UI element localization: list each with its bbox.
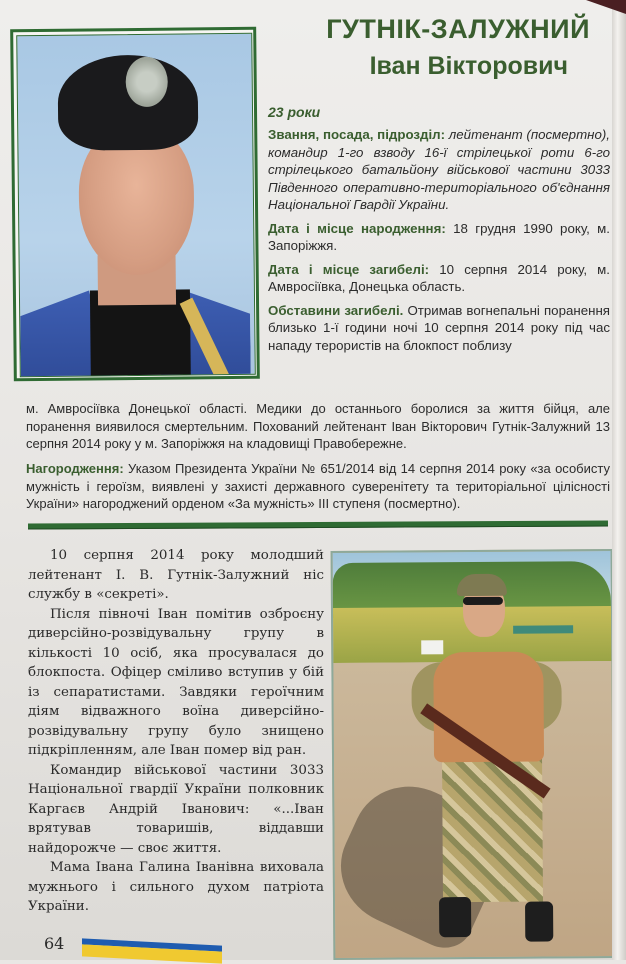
fact-rank: [268, 126, 610, 214]
person-surname: ГУТНІК-ЗАЛУЖНИЙ: [326, 14, 590, 44]
book-cover-corner: [586, 0, 626, 14]
fact-rank-label: Звання, посада, підрозділ:: [268, 127, 446, 142]
fact-rank-value: лейтенант (посмертно), командир 1-го взводу 16-ї стрілецької роти 6-го стрілецького батальйону військової частини 3033 Південного оперативно-територіального об'єднання Національної Гвардії України.: [268, 127, 610, 212]
fact-circumstances-value: Отримав вогнепальні поранення близько 1-ї години ночі 10 серпня 2014 року під час нападу терористів на блокпост поблизу: [268, 302, 610, 353]
story-paragraph: 10 серпня 2014 року молодший лейтенант І. В. Гутнік-Залужний ніс службу в «секреті».: [28, 548, 324, 602]
fact-birth-value: 18 грудня 1990 року, м. Запоріжжя.: [268, 220, 610, 253]
fact-awards-label: Нагородження:: [26, 461, 124, 476]
person-given-names: Іван Вікторович: [369, 52, 568, 80]
fact-circumstances: [268, 302, 610, 355]
section-divider: [28, 520, 608, 529]
fact-death: [268, 261, 610, 296]
fact-circumstances-label: Обставини загибелі.: [268, 302, 404, 318]
photo-soldier-cap: [457, 574, 507, 596]
beret-badge-icon: [125, 57, 168, 107]
soldier-action-photo: [331, 549, 616, 960]
story-paragraph: Командир військової частини 3033 Національної гвардії України полковник Каргаєв Андрій Іванович: «...Іван врятував товаришів, віддавши найдорожче — своє життя.: [28, 762, 324, 856]
fact-death-label: Дата і місце загибелі:: [268, 261, 430, 277]
page-edge: [612, 0, 626, 960]
fact-circumstances-continuation: м. Амвросіївка Донецької області. Медики до останнього боролися за життя бійця, але поранення виявилося смертельним. Похований лейтенант Іван Вікторович Гутнік-Залужний 13 серпня 2014 року у м. Запоріжжя на кладовищі Правобережне.: [26, 401, 610, 451]
photo-shelter-roof: [513, 625, 573, 633]
portrait-photo-frame: [10, 27, 260, 382]
photo-soldier-glasses: [463, 597, 503, 605]
story-text: [28, 546, 324, 917]
fact-birth: [268, 220, 610, 255]
page-number: 64: [44, 934, 65, 953]
fact-awards-value: Указом Президента України № 651/2014 від 14 серпня 2014 року «за особисту мужність і героїзм, виявлені у захисті державного суверенітету та територіальної цілісності України» нагороджений орденом «За мужність» III ступеня (посмертно).: [26, 461, 610, 511]
photo-soldier-boot: [439, 897, 471, 937]
person-age: 23 роки: [268, 104, 321, 120]
fact-death-value: 10 серпня 2014 року, м. Амвросіївка, Донецька область.: [268, 261, 610, 294]
photo-target-board: [421, 640, 443, 654]
fact-birth-label: Дата і місце народження:: [268, 220, 446, 236]
portrait-photo: [16, 33, 256, 377]
story-paragraph: Після півночі Іван помітив озброєну диверсійно-розвідувальну групу в кількості 10 осіб, яка просувалася до блокпоста. Офіцер сміливо вступив у бій із сепаратистами. Завдяки героїчним діям відважного воїна диверсійно-розвідувальну групу було знищено підкріпленням, але Іван помер від ран.: [28, 606, 324, 758]
photo-soldier-boot: [525, 901, 553, 941]
facts-block: [268, 126, 610, 360]
story-paragraph: Мама Івана Галина Іванівна виховала мужнього і сильного духом патріота України.: [28, 860, 324, 914]
fact-awards: [26, 460, 610, 513]
